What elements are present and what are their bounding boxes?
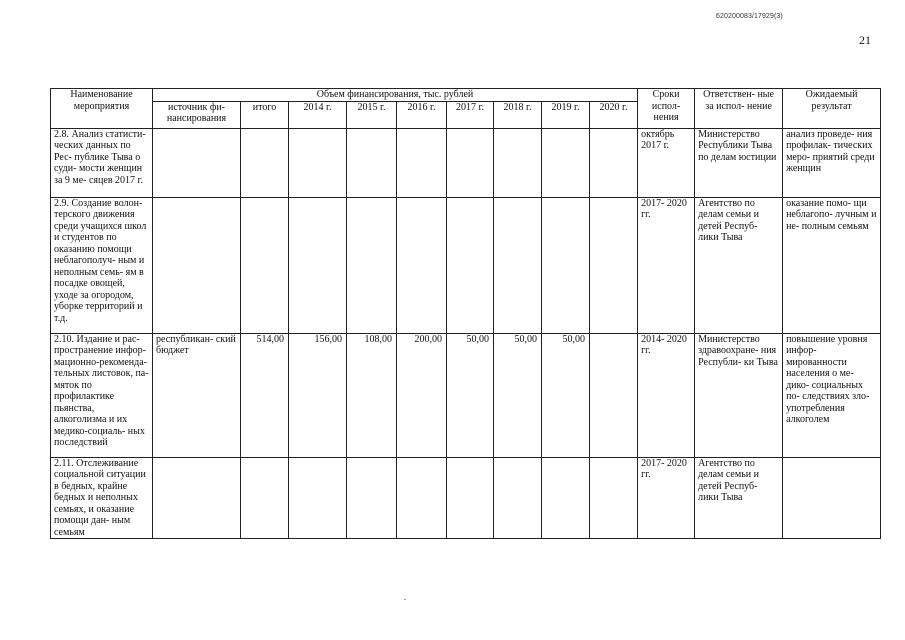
cell-name: 2.10. Издание и рас- пространение инфор- мационно-рекоменда- тельных листовок, па- мяток по профилактике пьянства, алкоголизма и их медико-социаль- ных последствий [51,333,153,457]
cell-2016: 200,00 [397,333,447,457]
cell-result: оказание помо- щи неблагопо- лучным и не- полным семьям [783,197,881,333]
cell-2018: 50,00 [494,333,542,457]
cell-2016 [397,457,447,539]
cell-2019 [542,197,590,333]
cell-name: 2.11. Отслеживание социальной ситуации в бедных, крайне бедных и неполных семьях, и оказание помощи дан- ным семьям [51,457,153,539]
cell-2020 [590,457,638,539]
col-header-responsible: Ответствен- ные за испол- нение [695,89,783,129]
cell-2017 [447,457,494,539]
cell-source [153,197,241,333]
cell-2015: 108,00 [347,333,397,457]
page-number: 21 [859,33,871,47]
table-row [51,197,881,333]
document-id: 620200083/17929(3) [716,13,783,20]
measures-table [50,88,881,539]
cell-2015 [347,457,397,539]
col-header-terms: Сроки испол- нения [638,89,695,129]
cell-result: повышение уровня инфор- мированности населения о ме- дико- социальных по- следствиях зло- употребления алкоголем [783,333,881,457]
cell-2020 [590,197,638,333]
cell-terms: 2017- 2020 гг. [638,197,695,333]
cell-2014 [289,197,347,333]
cell-responsible: Министерство Республики Тыва по делам юстиции [695,128,783,197]
cell-2018 [494,457,542,539]
table-row [51,333,881,457]
col-header-total: итого [241,101,289,128]
cell-terms: 2017- 2020 гг. [638,457,695,539]
cell-total [241,457,289,539]
cell-2014 [289,457,347,539]
cell-2016 [397,197,447,333]
col-header-2018: 2018 г. [494,101,542,128]
cell-2017 [447,197,494,333]
cell-terms: октябрь 2017 г. [638,128,695,197]
cell-2017: 50,00 [447,333,494,457]
cell-terms: 2014- 2020 гг. [638,333,695,457]
cell-name: 2.9. Создание волон- терского движения среди учащихся школ и студентов по оказанию помощи неблагополуч- ным и неполным семь- ям в посадке овощей, уходе за огородом, уборке территорий и т.д. [51,197,153,333]
cell-2014: 156,00 [289,333,347,457]
cell-2017 [447,128,494,197]
cell-source: республикан- ский бюджет [153,333,241,457]
table-row [51,457,881,539]
measures-table-wrapper [50,88,881,539]
cell-2016 [397,128,447,197]
col-header-2017: 2017 г. [447,101,494,128]
col-header-2019: 2019 г. [542,101,590,128]
cell-responsible: Агентство по делам семьи и детей Респуб- лики Тыва [695,457,783,539]
cell-2020 [590,333,638,457]
cell-2014 [289,128,347,197]
cell-total [241,128,289,197]
cell-2019 [542,457,590,539]
cell-result: анализ проведе- ния профилак- тических меро- приятий среди женщин [783,128,881,197]
col-header-2020: 2020 г. [590,101,638,128]
col-header-name: Наименование мероприятия [51,89,153,129]
col-header-2014: 2014 г. [289,101,347,128]
col-header-2015: 2015 г. [347,101,397,128]
col-header-2016: 2016 г. [397,101,447,128]
cell-2020 [590,128,638,197]
cell-2019: 50,00 [542,333,590,457]
cell-name: 2.8. Анализ статисти- ческих данных по Рес- публике Тыва о суди- мости женщин за 9 ме- сяцев 2017 г. [51,128,153,197]
cell-total [241,197,289,333]
col-header-result: Ожидаемый результат [783,89,881,129]
cell-source [153,457,241,539]
cell-2018 [494,197,542,333]
cell-2018 [494,128,542,197]
cell-2019 [542,128,590,197]
table-row [51,128,881,197]
cell-source [153,128,241,197]
cell-2015 [347,197,397,333]
cell-responsible: Агентство по делам семьи и детей Респуб- лики Тыва [695,197,783,333]
scan-speck [404,599,406,600]
cell-responsible: Министерство здравоохране- ния Республи- ки Тыва [695,333,783,457]
cell-2015 [347,128,397,197]
col-header-funding: Объем финансирования, тыс. рублей [153,89,638,102]
cell-total: 514,00 [241,333,289,457]
cell-result [783,457,881,539]
col-header-source: источник фи- нансирования [153,101,241,128]
